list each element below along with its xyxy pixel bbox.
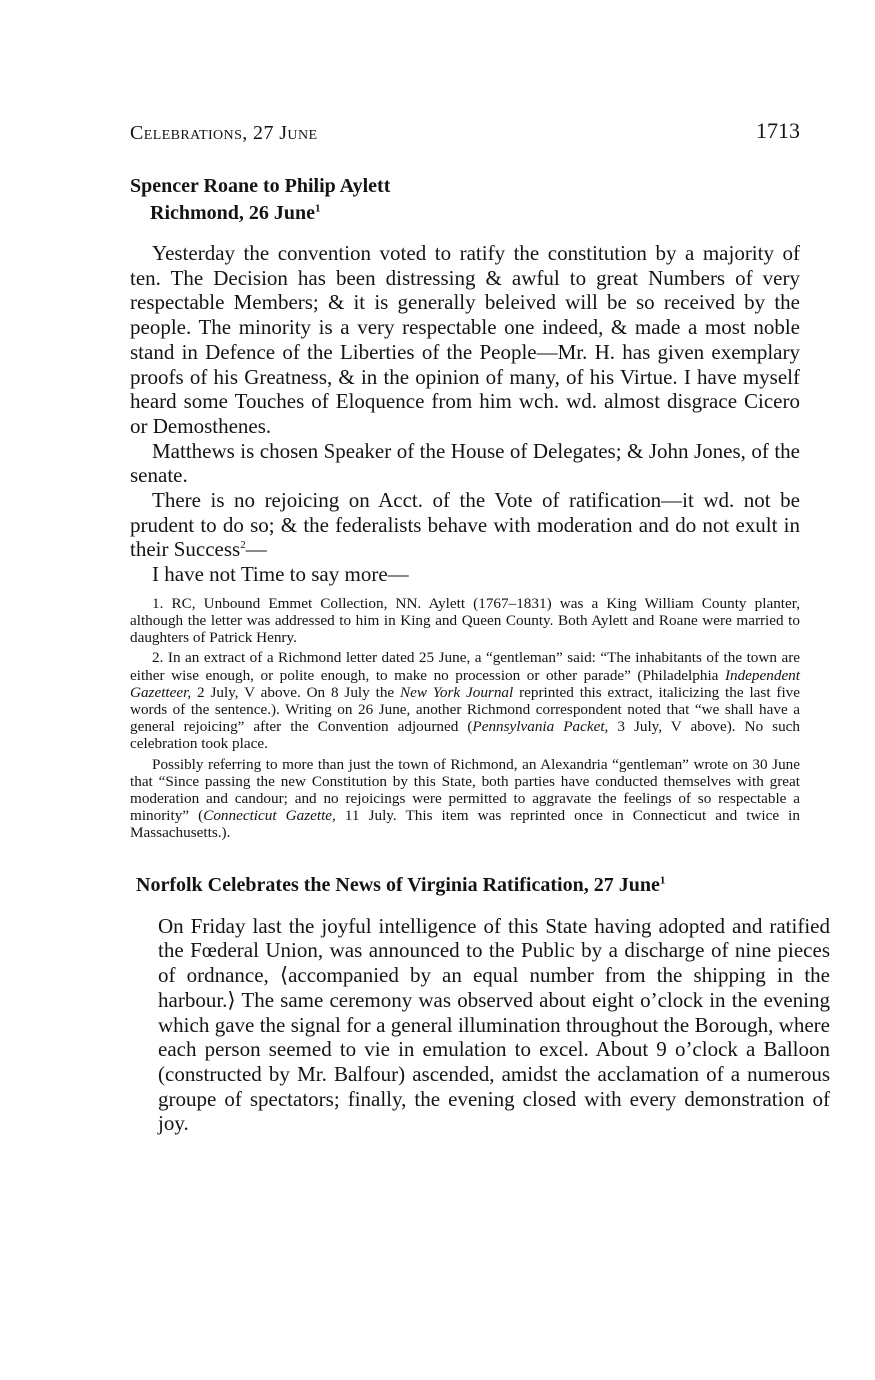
footnote-ref: 1	[659, 874, 666, 887]
running-head-title: Celebrations, 27 June	[130, 122, 318, 144]
footnote-text: reprinted this extract, italicizing the last five words of the sentence.). Writing on 26 June, another Richmond correspondent noted that “we shall have a general rejoicing” after the Convention adjourned (	[130, 683, 800, 736]
footnotes	[130, 595, 800, 842]
running-head	[130, 118, 800, 152]
letter-paragraph-text: There is no rejoicing on Acct. of the Vote of ratification—it wd. not be prudent to do so; & the federalists behave with moderation and do not exult in their Success	[130, 488, 800, 562]
footnote-text: Possibly referring to more than just the town of Richmond, an Alexandria “gentleman” wrote on 30 June that “Since passing the new Constitution by this State, both parties have conducted themselves with great moderation and candour; and no rejoicings were permitted to aggravate the feelings of so respectable a minority” (	[130, 755, 800, 825]
footnote-2-continued	[130, 756, 800, 842]
article-heading	[136, 872, 800, 899]
letter-paragraph: Matthews is chosen Speaker of the House of Delegates; & John Jones, of the senate.	[130, 438, 800, 488]
publication-title: New York Journal	[400, 683, 514, 701]
footnote-text: 11 July. This item was reprinted once in Connecticut and twice in Massachusetts.).	[130, 807, 800, 842]
article-paragraph: On Friday last the joyful intelligence of this State having adopted and ratified the Fœderal Union, was announced to the Public by a discharge of nine pieces of ordnance, ⟨accompanied by an equal number from the shipping in the harbour.⟩ The same ceremony was observed about eight o’clock in the evening which gave the signal for a general illumination throughout the Borough, where each person seemed to vie in emulation to excel. About 9 o’clock a Balloon (constructed by Mr. Balfour) ascended, amidst the acclamation of a numerous groupe of spectators; finally, the evening closed with every demonstration of joy.	[158, 913, 830, 1136]
footnote-2	[130, 649, 800, 752]
article-heading-text: Norfolk Celebrates the News of Virginia Ratification, 27 June	[136, 873, 660, 896]
publication-title: Pennsylvania Packet,	[472, 718, 609, 736]
footnote-text: 3 July, V above). No such celebration took place.	[130, 718, 800, 753]
publication-title: Connecticut Gazette,	[203, 807, 336, 825]
letter-paragraph-dash: —	[245, 537, 267, 562]
letter-heading	[130, 173, 800, 227]
footnote-ref: 1	[315, 202, 321, 215]
footnote-1: 1. RC, Unbound Emmet Collection, NN. Aylett (1767–1831) was a King William County planter, although the letter was addressed to him in King and Queen County. Both Aylett and Roane were married to daughters of Patrick Henry.	[130, 594, 800, 647]
footnote-text: 2. In an extract of a Richmond letter dated 25 June, a “gentleman” said: “The inhabitants of the town are either wise enough, or polite enough, to make no procession or other parade” (Philadelphia	[130, 649, 800, 684]
publication-title: Independent Gazetteer,	[130, 666, 800, 701]
article-body	[158, 914, 830, 1136]
footnote-text: 2 July, V above. On 8 July the	[191, 683, 400, 701]
letter-heading-dateline	[130, 200, 800, 227]
letter-body	[130, 241, 800, 587]
letter-dateline-text: Richmond, 26 June	[150, 202, 316, 224]
letter-heading-title: Spencer Roane to Philip Aylett	[130, 175, 391, 197]
letter-paragraph	[130, 488, 800, 562]
page-number: 1713	[756, 118, 800, 143]
document-page	[130, 118, 830, 1136]
footnote-ref: 2	[240, 539, 246, 552]
letter-paragraph: I have not Time to say more—	[152, 562, 409, 587]
letter-paragraph: Yesterday the convention voted to ratify the constitution by a majority of ten. The Decision has been distressing & awful to great Numbers of very respectable Members; & it is generally beleived will be so received by the people. The minority is a very respectable one indeed, & made a most noble stand in Defence of the Liberties of the People—Mr. H. has given exemplary proofs of his Greatness, & in the opinion of many, of his Virtue. I have myself heard some Touches of Eloquence from him wch. wd. almost disgrace Cicero or Demosthenes.	[130, 241, 800, 438]
